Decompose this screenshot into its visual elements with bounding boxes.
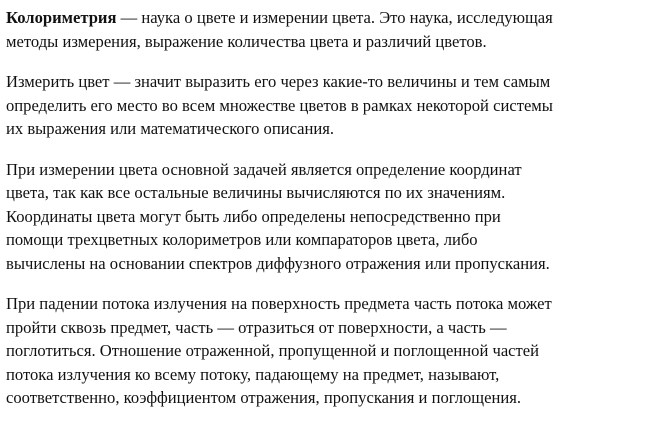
term-colorimetry: Колориметрия <box>6 8 117 27</box>
document-body <box>6 6 656 410</box>
paragraph-radiation-flux: При падении потока излучения на поверхность предмета часть потока может пройти сквозь предмет, часть — отразиться от поверхности, а часть — поглотиться. Отношение отраженной, пропущенной и поглощенной частей потока излучения ко всему потоку, падающему на предмет, называют, соответственно, коэффициентом отражения, пропускания и поглощения. <box>6 294 552 407</box>
paragraph-measure-color: Измерить цвет — значит выразить его через какие-то величины и тем самым определить его место во всем множестве цветов в рамках некоторой системы их выражения или математического описания. <box>6 72 553 138</box>
paragraph-color-coordinates: При измерении цвета основной задачей является определение координат цвета, так как все остальные величины вычисляются по их значениям. Координаты цвета могут быть либо определены непосредственно при помощи трехцветных колориметров или компараторов цвета, либо вычислены на основании спектров диффузного отражения или пропускания. <box>6 159 550 273</box>
paragraph-text: — наука о цвете и измерении цвета. Это наука, исследующая методы измерения, выражение количества цвета и различий цветов. <box>6 8 553 51</box>
paragraph-definition <box>6 6 656 53</box>
